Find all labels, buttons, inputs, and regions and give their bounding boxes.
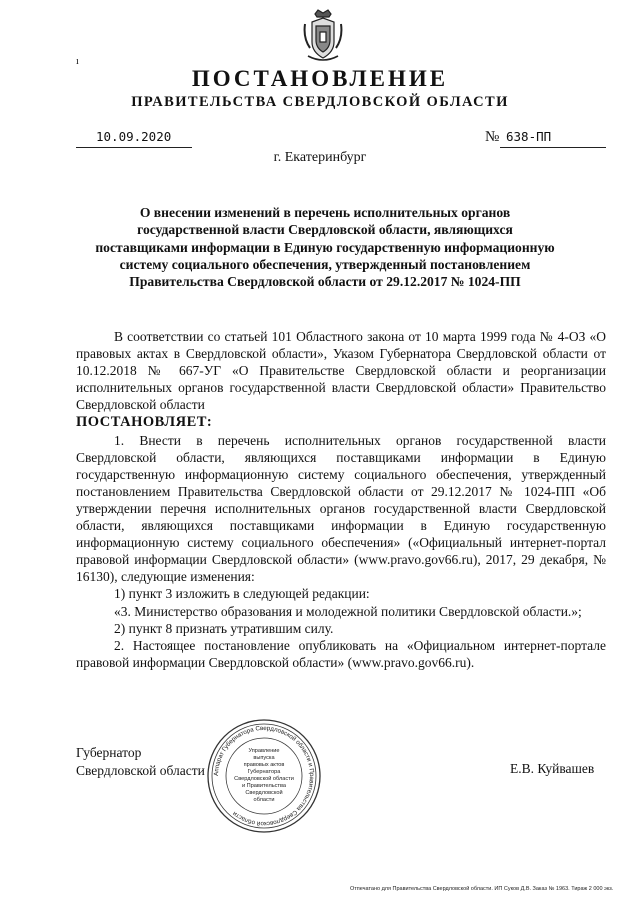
coat-of-arms-icon <box>302 8 344 64</box>
heading-line: Правительства Свердловской области от 29.12.2017 № 1024-ПП <box>129 274 521 290</box>
item-1-paragraph: 1. Внести в перечень исполнительных органов государственной власти Свердловской области, являющихся поставщиками информации в Единую государственную информационную систему социального обеспечения, утвержденный постановлением Правительства Свердловской области от 29.12.2017 № 1024-ПП «Об утверждении перечня исполнительных органов государственной власти Свердловской области, являющихся поставщиками информации в Единую государственную информационную систему социального обеспечения» («Официальный интернет-портал правовой информации Свердловской области» (www.pravo.gov66.ru), 2017, 29 декабря, № 16130), следующие изменения: <box>76 432 606 585</box>
date-underline <box>76 147 192 148</box>
stamp-ring-text: Аппарат Губернатора Свердловской области и Правительства Свердловской области <box>212 724 316 828</box>
heading-line: государственной власти Свердловской области, являющихся <box>137 222 513 238</box>
document-number: 638-ПП <box>506 129 552 144</box>
document-title: ПОСТАНОВЛЕНИЕ <box>191 66 449 91</box>
print-footer: Отпечатано для Правительства Свердловской области. ИП Суков Д.В. Заказ № 1963. Тираж 2 000 экз. <box>350 886 614 892</box>
decree-word: ПОСТАНОВЛЯЕТ: <box>76 414 213 431</box>
heading-line: О внесении изменений в перечень исполнительных органов <box>139 205 511 220</box>
stamp-center-line: и Правительства <box>242 783 286 789</box>
signatory-title <box>76 744 205 779</box>
margin-mark: ı <box>76 56 79 67</box>
stamp-center-line: Свердловской <box>245 790 283 796</box>
document-heading <box>90 204 560 290</box>
signatory-title-line: Свердловской области <box>76 762 205 778</box>
heading-line: поставщиками информации в Единую государственную информационную <box>95 239 555 255</box>
stamp-center-line: выпуска <box>253 755 275 761</box>
number-label: № <box>485 129 500 145</box>
document-body <box>76 328 606 671</box>
quote-paragraph: «3. Министерство образования и молодежной политики Свердловской области.»; <box>114 603 582 619</box>
document-subtitle: ПРАВИТЕЛЬСТВА СВЕРДЛОВСКОЙ ОБЛАСТИ <box>131 94 509 110</box>
document-date: 10.09.2020 <box>96 129 172 144</box>
signatory-title-line: Губернатор <box>76 745 142 760</box>
official-stamp <box>205 717 323 835</box>
item-2-paragraph: 2. Настоящее постановление опубликовать на «Официальном интернет-портале правовой информации Свердловской области» (www.pravo.gov66.ru). <box>76 637 606 670</box>
preamble-paragraph: В соответствии со статьей 101 Областного закона от 10 марта 1999 года № 4-ОЗ «О правовых актах в Свердловской области», Указом Губернатора Свердловской области от 10.12.2018 № 667-УГ «О Правительстве Свердловской области и реорганизации исполнительных органов государственной власти Свердловской области» Правительство Свердловской области <box>76 329 606 413</box>
stamp-center-line: правовых актов <box>243 762 285 768</box>
signatory-name: Е.В. Куйвашев <box>510 761 595 776</box>
number-underline <box>500 147 606 148</box>
subitem-2-paragraph: 2) пункт 8 признать утратившим силу. <box>114 620 334 636</box>
stamp-center-line: Свердловской области <box>234 776 294 782</box>
stamp-center-line: Управление <box>248 748 280 754</box>
heading-line: систему социального обеспечения, утвержденный постановлением <box>119 256 531 272</box>
stamp-center-line: области <box>253 797 275 803</box>
subitem-1-paragraph: 1) пункт 3 изложить в следующей редакции: <box>114 586 370 602</box>
document-city: г. Екатеринбург <box>273 150 367 165</box>
stamp-center-line: Губернатора <box>247 769 281 775</box>
